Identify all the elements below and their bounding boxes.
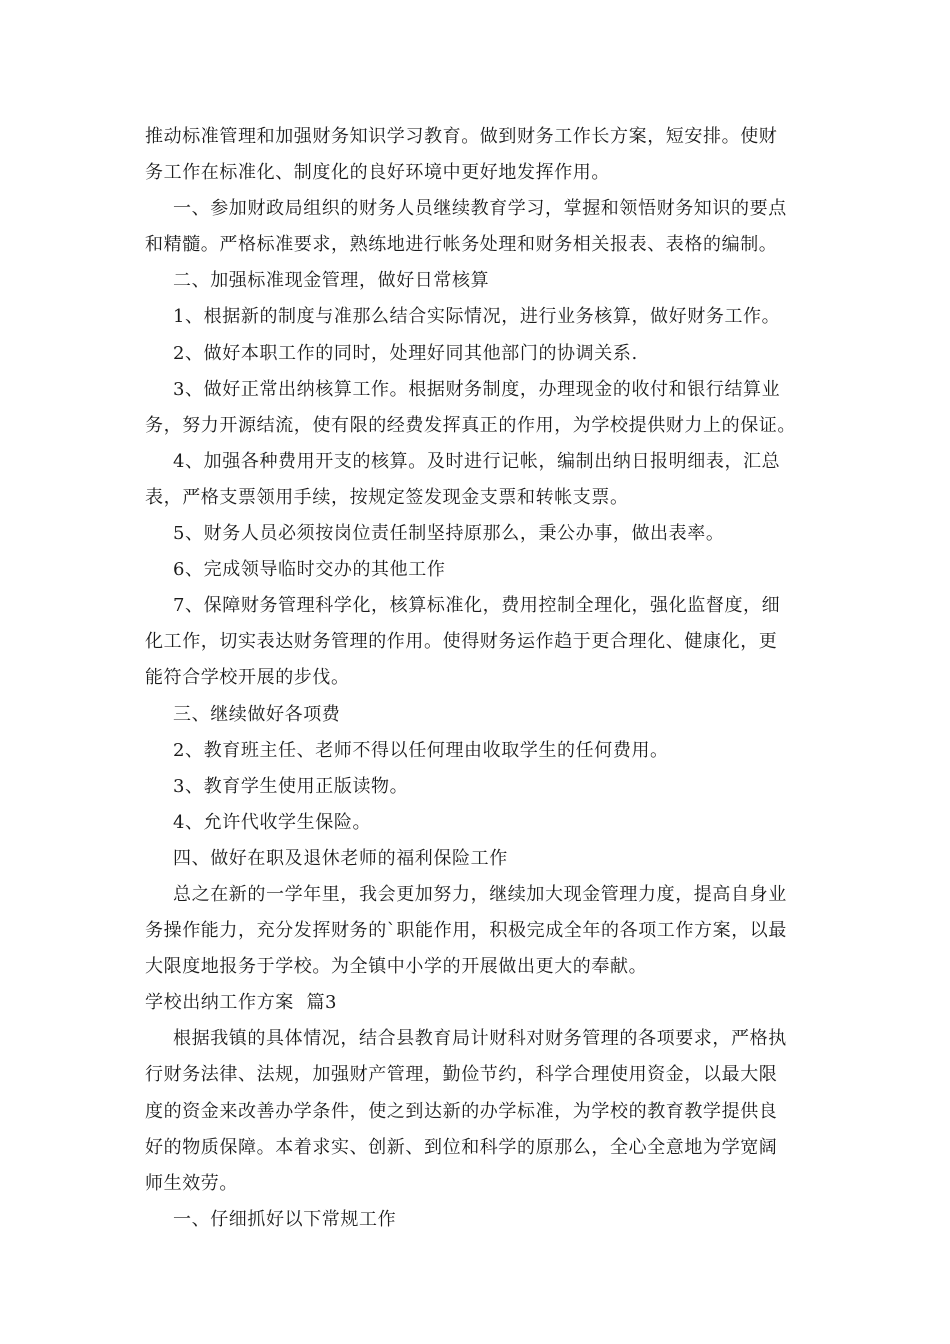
list-item: 3、教育学生使用正版读物。 xyxy=(173,775,409,797)
list-item: 4、允许代收学生保险。 xyxy=(173,811,372,833)
list-item: 5、财务人员必须按岗位责任制坚持原那么，秉公办事，做出表率。 xyxy=(173,523,725,545)
paragraph: 总之在新的一学年里，我会更加努力，继续加大现金管理力度，提高自身业 务操作能力，充分发挥财务的`职能作用，积极完成全年的各项工作方案，以最 大限度地报务于学校。为全镇中小学的开展做出更大的奉献。 xyxy=(145,883,787,978)
section-heading: 一、仔细抓好以下常规工作 xyxy=(173,1208,397,1230)
document-body xyxy=(145,119,811,1238)
paragraph: 根据我镇的具体情况，结合县教育局计财科对财务管理的各项要求，严格执 行财务法律、法规，加强财产管理，勤俭节约，科学合理使用资金，以最大限 度的资金来改善办学条件，使之到达新的办学标准，为学校的教育教学提供良 好的物质保障。本着求实、创新、到位和科学的原那么，全心全意地为学宽阔 师生效劳。 xyxy=(145,1028,787,1194)
section-heading: 二、加强标准现金管理，做好日常核算 xyxy=(173,270,490,292)
list-item: 3、做好正常出纳核算工作。根据财务制度，办理现金的收付和银行结算业 务，努力开源结流，使有限的经费发挥真正的作用，为学校提供财力上的保证。 xyxy=(145,378,796,436)
document-title: 学校出纳工作方案 篇3 xyxy=(145,992,338,1014)
paragraph: 推动标准管理和加强财务知识学习教育。做到财务工作长方案，短安排。使财 务工作在标准化、制度化的良好环境中更好地发挥作用。 xyxy=(145,126,778,184)
section-heading: 四、做好在职及退休老师的福利保险工作 xyxy=(173,847,508,869)
list-item: 2、做好本职工作的同时，处理好同其他部门的协调关系. xyxy=(173,342,638,364)
list-item: 7、保障财务管理科学化，核算标准化，费用控制全理化，强化监督度，细 化工作，切实表达财务管理的作用。使得财务运作趋于更合理化、健康化，更 能符合学校开展的步伐。 xyxy=(145,595,781,689)
paragraph: 一、参加财政局组织的财务人员继续教育学习，掌握和领悟财务知识的要点 和精髓。严格标准要求，熟练地进行帐务处理和财务相关报表、表格的编制。 xyxy=(145,198,787,256)
list-item: 2、教育班主任、老师不得以任何理由收取学生的任何费用。 xyxy=(173,739,669,761)
list-item: 4、加强各种费用开支的核算。及时进行记帐，编制出纳日报明细表，汇总 表，严格支票领用手续，按规定签发现金支票和转帐支票。 xyxy=(145,450,781,508)
section-heading: 三、继续做好各项费 xyxy=(173,703,341,725)
list-item: 1、根据新的制度与准那么结合实际情况，进行业务核算，做好财务工作。 xyxy=(173,306,781,328)
list-item: 6、完成领导临时交办的其他工作 xyxy=(173,559,446,581)
